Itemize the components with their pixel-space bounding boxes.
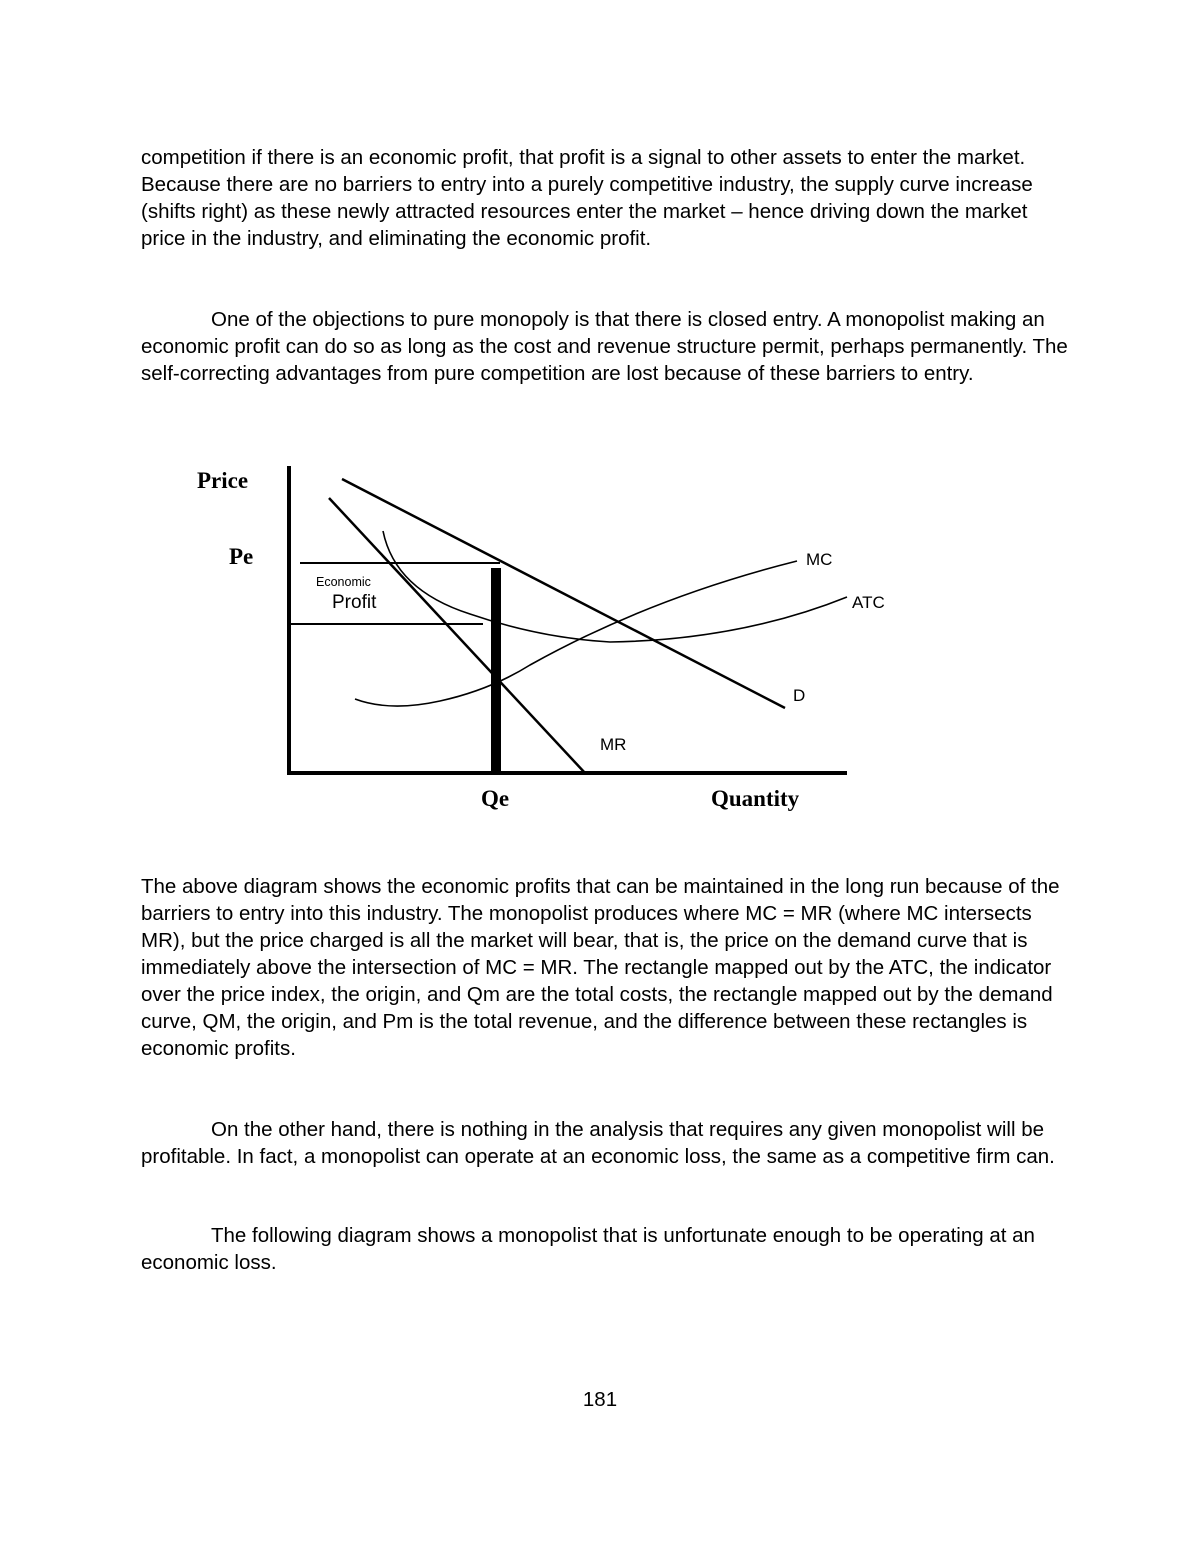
- profit-area-label-line1: Economic: [316, 575, 371, 589]
- demand-curve: [342, 479, 785, 708]
- y-axis-label: Price: [197, 468, 249, 493]
- mr-label: MR: [600, 735, 627, 754]
- page-number: 181: [582, 1388, 618, 1411]
- atc-label: ATC: [852, 593, 885, 612]
- paragraph-objections: One of the objections to pure monopoly is that there is closed entry. A monopolist making an economic profit can do so as long as the cost and revenue structure permit, perhaps permanently. The self-correcting advantages from pure competition are lost because of these barriers to entry.: [141, 308, 1068, 385]
- quantity-level-label: Qe: [481, 786, 510, 811]
- paragraph-following-diagram: The following diagram shows a monopolist that is unfortunate enough to be operating at an economic loss.: [141, 1224, 1035, 1274]
- mc-curve: [355, 561, 797, 706]
- atc-curve: [383, 531, 847, 642]
- profit-area-label-line2: Profit: [332, 592, 377, 613]
- x-axis-label: Quantity: [711, 786, 800, 811]
- monopoly-profit-diagram: [0, 440, 1200, 840]
- paragraph-economic-loss: On the other hand, there is nothing in the analysis that requires any given monopolist will be profitable. In fact, a monopolist can operate at an economic loss, the same as a competitive firm can.: [141, 1118, 1055, 1168]
- paragraph-competition: competition if there is an economic profit, that profit is a signal to other assets to enter the market. Because there are no barriers to entry into a purely competitive industry, the supply curve increase (shifts right) as these newly attracted resources enter the market – hence driving down the market price in the industry, and eliminating the economic profit.: [141, 146, 1033, 250]
- paragraph-diagram-explanation: The above diagram shows the economic profits that can be maintained in the long run because of the barriers to entry into this industry. The monopolist produces where MC = MR (where MC intersects MR), but the price charged is all the market will bear, that is, the price on the demand curve that is immediately above the intersection of MC = MR. The rectangle mapped out by the ATC, the indicator over the price index, the origin, and Qm are the total costs, the rectangle mapped out by the demand curve, QM, the origin, and Pm is the total revenue, and the difference between these rectangles is economic profits.: [141, 875, 1060, 1060]
- demand-label: D: [793, 686, 806, 705]
- price-level-label: Pe: [229, 544, 254, 569]
- mc-label: MC: [806, 550, 833, 569]
